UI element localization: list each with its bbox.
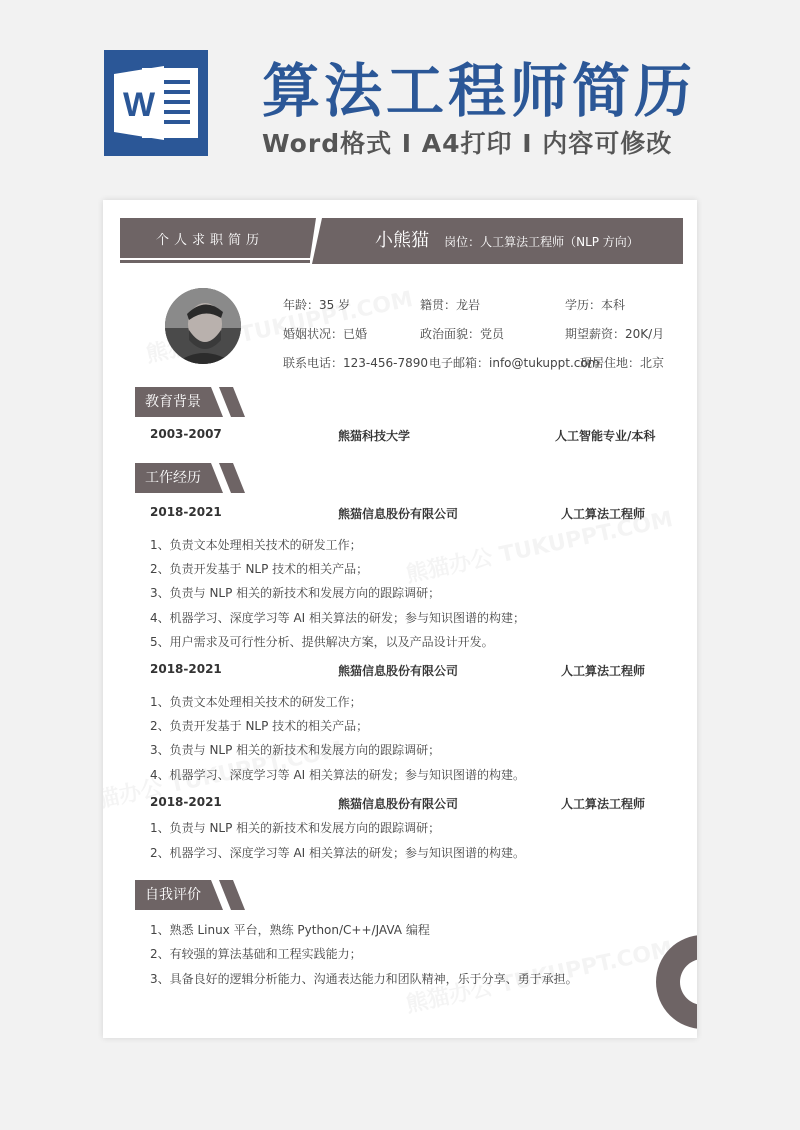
job-duty: 4、机器学习、深度学习等 AI 相关算法的研发；参与知识图谱的构建； (150, 611, 526, 625)
job-duty: 1、负责文本处理相关技术的研发工作； (150, 695, 362, 709)
section-heading-self-eval (135, 880, 247, 910)
resume-label: 个人求职简历 (155, 233, 264, 248)
job-title: 人工算法工程师 (561, 797, 646, 811)
job-duty: 1、负责文本处理相关技术的研发工作； (150, 538, 362, 552)
info-phone: 联系电话：123-456-7890 (283, 356, 429, 370)
edu-major: 人工智能专业/本科 (555, 429, 656, 443)
job-title: 人工算法工程师 (561, 507, 646, 521)
edu-period: 2003-2007 (150, 427, 222, 441)
section-title: 教育背景 (145, 394, 201, 410)
section-title: 自我评价 (145, 887, 201, 903)
job-company: 熊猫信息股份有限公司 (338, 507, 459, 521)
info-politics: 政治面貌：党员 (420, 327, 505, 341)
avatar (165, 288, 241, 364)
job-duty: 1、负责与 NLP 相关的新技术和发展方向的跟踪调研； (150, 821, 441, 835)
job-period: 2018-2021 (150, 662, 222, 676)
svg-text:W: W (122, 86, 156, 124)
job-duty: 3、负责与 NLP 相关的新技术和发展方向的跟踪调研； (150, 586, 441, 600)
job-period: 2018-2021 (150, 505, 222, 519)
job-duty: 5、用户需求及可行性分析、提供解决方案，以及产品设计开发。 (150, 635, 494, 649)
job-duty: 3、负责与 NLP 相关的新技术和发展方向的跟踪调研； (150, 743, 441, 757)
word-logo-icon (104, 50, 208, 156)
info-age: 年龄：35 岁 (283, 298, 351, 312)
self-eval-item: 3、具备良好的逻辑分析能力、沟通表达能力和团队精神，乐于分享、勇于承担。 (150, 972, 578, 986)
info-email: 电子邮箱：info@tukuppt.com (429, 356, 600, 370)
banner-title: 算法工程师简历 (262, 57, 697, 125)
job-position: 岗位：人工算法工程师（NLP 方向） (444, 235, 639, 249)
job-duty: 4、机器学习、深度学习等 AI 相关算法的研发；参与知识图谱的构建。 (150, 768, 526, 782)
candidate-name-block (375, 218, 639, 265)
section-heading-education (135, 387, 247, 417)
resume-page (103, 200, 697, 1038)
job-duty: 2、机器学习、深度学习等 AI 相关算法的研发；参与知识图谱的构建。 (150, 846, 526, 860)
banner-subtitle: Word格式 I A4打印 I 内容可修改 (262, 129, 673, 158)
section-heading-work (135, 463, 247, 493)
self-eval-item: 1、熟悉 Linux 平台，熟练 Python/C++/JAVA 编程 (150, 923, 430, 937)
info-salary: 期望薪资：20K/月 (565, 327, 665, 341)
info-residence: 现居住地：北京 (580, 356, 665, 370)
job-period: 2018-2021 (150, 795, 222, 809)
self-eval-item: 2、有较强的算法基础和工程实践能力； (150, 947, 362, 961)
job-duty: 2、负责开发基于 NLP 技术的相关产品； (150, 719, 369, 733)
job-company: 熊猫信息股份有限公司 (338, 664, 459, 678)
info-education: 学历：本科 (565, 298, 626, 312)
edu-school: 熊猫科技大学 (338, 429, 411, 443)
decorative-arc (643, 935, 697, 1029)
title-bar (120, 218, 683, 264)
job-title: 人工算法工程师 (561, 664, 646, 678)
section-title: 工作经历 (145, 470, 201, 486)
info-origin: 籍贯：龙岩 (420, 298, 481, 312)
job-company: 熊猫信息股份有限公司 (338, 797, 459, 811)
job-duty: 2、负责开发基于 NLP 技术的相关产品； (150, 562, 369, 576)
candidate-name: 小熊猫 (375, 230, 429, 251)
info-marital: 婚姻状况：已婚 (283, 327, 368, 341)
